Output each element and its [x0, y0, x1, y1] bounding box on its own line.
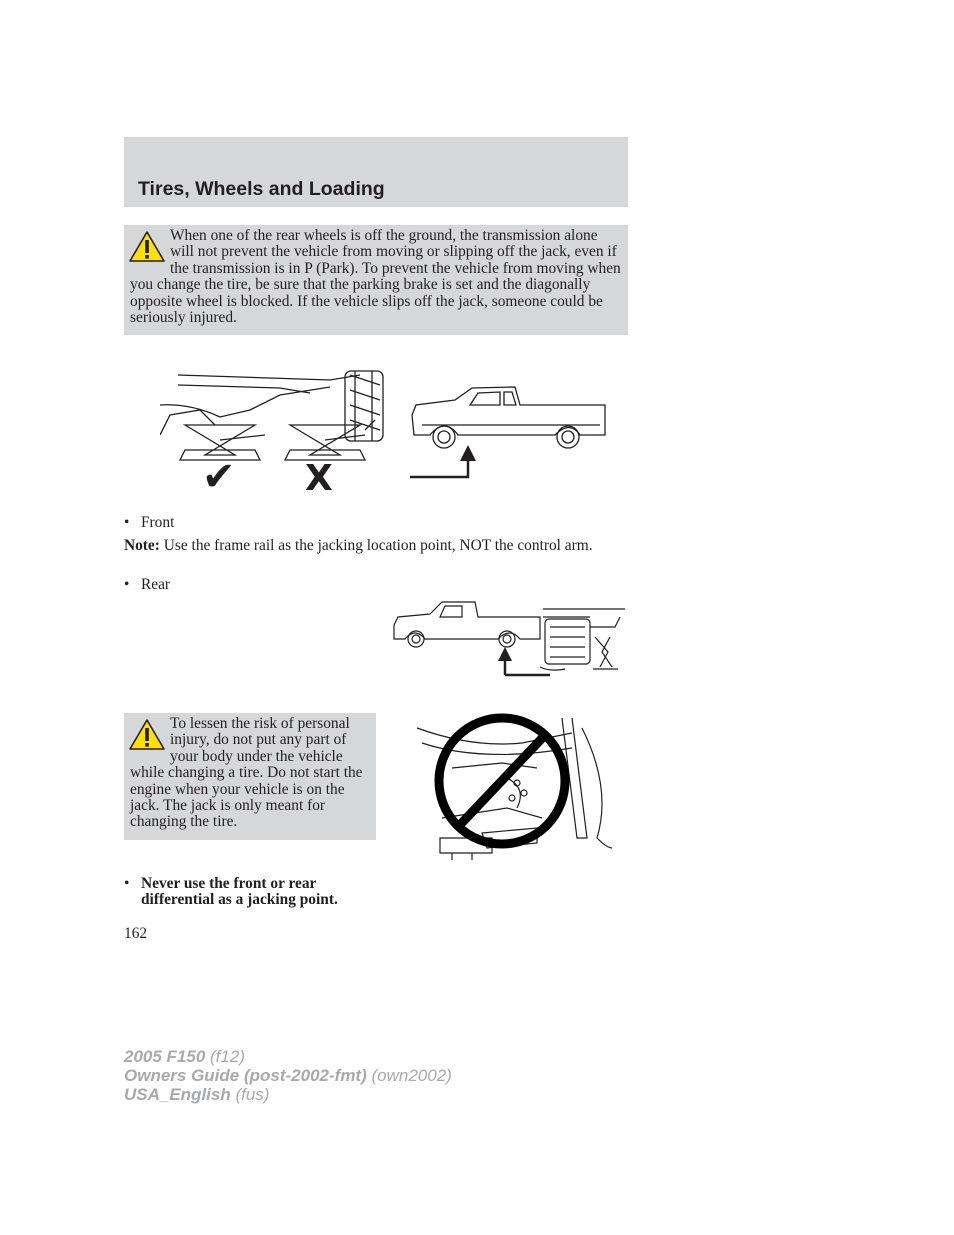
bullet-never-differential: • Never use the front or rear differential as a jacking point. — [124, 875, 338, 909]
x-mark-icon: X — [305, 458, 333, 495]
section-header — [124, 137, 628, 207]
no-differential-jacking-illustration — [412, 708, 617, 863]
rear-jack-point-arrow-icon — [498, 647, 550, 675]
bullet-rear: • Rear — [124, 576, 171, 593]
footer-line-2: Owners Guide (post-2002-fmt) (own2002) — [124, 1066, 452, 1085]
rear-jacking-illustration — [390, 597, 630, 679]
warning-text: When one of the rear wheels is off the ground, the transmission alone will not prevent the vehicle from moving or slipping off the jack, even if the transmission is in P (Park). To prevent the vehicle from moving when you change the tire, be sure that the parking brake is set and the diagonally opposite wheel is blocked. If the vehicle slips off the jack, someone could be seriously injured. — [130, 227, 621, 327]
prohibited-icon — [439, 718, 565, 844]
bullet-front-text: Front — [141, 514, 175, 531]
footer-line-3: USA_English (fus) — [124, 1085, 270, 1104]
footer-line-1: 2005 F150 (f12) — [124, 1047, 245, 1066]
document-footer — [124, 1047, 452, 1104]
warning-box-jack-slip — [124, 225, 628, 335]
bullet-front: • Front — [124, 514, 175, 531]
warning-icon — [128, 718, 166, 752]
warning-text: To lessen the risk of personal injury, do not put any part of your body under the vehicle while changing a tire. Do not start the engine when your vehicle is on the jack. The jack is only meant for changing the tire. — [130, 715, 363, 831]
warning-box-under-vehicle — [124, 713, 376, 840]
check-mark-icon: ✔ — [202, 454, 236, 495]
section-title: Tires, Wheels and Loading — [138, 178, 385, 200]
note-label: Note: — [124, 537, 160, 554]
warning-icon — [128, 230, 166, 264]
note-text: Use the frame rail as the jacking location point, NOT the control arm. — [159, 537, 593, 554]
page-number: 162 — [124, 925, 148, 942]
bullet-never-text: Never use the front or rear differential as a jacking point. — [141, 875, 338, 909]
bullet-rear-text: Rear — [141, 576, 171, 593]
front-jacking-illustration — [160, 365, 610, 495]
jack-point-arrow-icon — [410, 445, 476, 477]
jacking-note — [124, 538, 628, 554]
